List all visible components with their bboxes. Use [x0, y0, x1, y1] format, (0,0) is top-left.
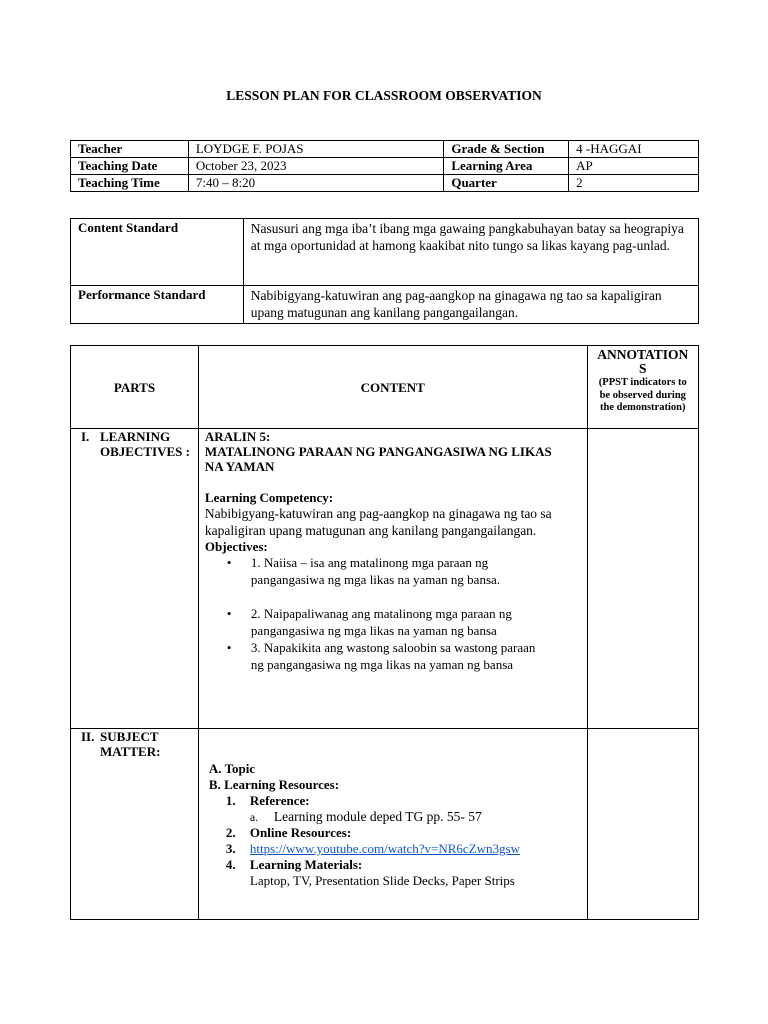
part-1-label: LEARNING OBJECTIVES : [100, 429, 190, 459]
part-1-cell [71, 429, 199, 729]
learning-area-label: Learning Area [444, 158, 569, 175]
grade-section-value: 4 -HAGGAI [569, 141, 699, 158]
table-row [71, 219, 699, 286]
reference-text: Learning module deped TG pp. 55- 57 [273, 809, 482, 824]
item-number: 1. [225, 793, 236, 808]
table-row [71, 429, 699, 729]
parts-header: PARTS [71, 346, 199, 429]
objective-text: 2. Naipapaliwanag ang matalinong mga paraan ng pangangasiwa ng mga likas na yaman ng bansa [250, 606, 512, 638]
objectives-label: Objectives: [204, 539, 268, 554]
standards-table [70, 218, 699, 324]
teaching-date-value: October 23, 2023 [188, 158, 444, 175]
part-1-number: I. [81, 429, 90, 444]
content-standard-label: Content Standard [71, 219, 244, 286]
table-header-row [71, 346, 699, 429]
competency-text: Nabibigyang-katuwiran ang pag-aangkop na ginagawa ng tao sa kapaligiran upang matugunan ang kanilang pangangailangan. [204, 506, 552, 538]
objective-text: 1. Naiisa – isa ang matalinong mga paraan ng pangangasiwa ng mga likas na yaman ng bansa. [250, 555, 501, 587]
part-2-heading [71, 729, 198, 759]
learning-materials-text: Laptop, TV, Presentation Slide Decks, Paper Strips [249, 873, 515, 888]
resources-label: B. Learning Resources: [208, 777, 340, 792]
part-2-label: SUBJECT MATTER: [100, 729, 161, 759]
learning-materials-label: Learning Materials: [249, 857, 363, 872]
quarter-label: Quarter [444, 175, 569, 192]
bullet-icon: • [226, 555, 232, 570]
grade-section-label: Grade & Section [444, 141, 569, 158]
document-title: LESSON PLAN FOR CLASSROOM OBSERVATION [226, 88, 542, 103]
teaching-time-label: Teaching Time [71, 175, 189, 192]
list-item [205, 639, 543, 673]
teacher-label: Teacher [71, 141, 189, 158]
annotations-subtitle: (PPST indicators to be observed during the demonstration) [598, 377, 687, 413]
list-item [205, 873, 581, 889]
sub-item-letter: a. [249, 810, 259, 824]
performance-standard-label: Performance Standard [71, 286, 244, 324]
part-1-content [198, 429, 587, 729]
table-row [71, 141, 699, 158]
resources-list [205, 793, 581, 889]
annotations-title: ANNOTATIONS [597, 347, 689, 376]
item-number: 3. [225, 841, 236, 856]
reference-label: Reference: [249, 793, 310, 808]
list-item [205, 809, 581, 825]
teaching-date-label: Teaching Date [71, 158, 189, 175]
quarter-value: 2 [569, 175, 699, 192]
teacher-value: LOYDGE F. POJAS [188, 141, 444, 158]
list-item [205, 825, 581, 841]
lesson-content-table [70, 345, 699, 920]
table-row [71, 729, 699, 920]
content-header: CONTENT [198, 346, 587, 429]
list-item [205, 605, 543, 639]
lesson-title: MATALINONG PARAAN NG PANGANGASIWA NG LIKAS NA YAMAN [204, 444, 552, 474]
table-row [71, 175, 699, 192]
list-item [205, 857, 581, 873]
annotations-header [587, 346, 698, 429]
table-row [71, 286, 699, 324]
teaching-time-value: 7:40 – 8:20 [188, 175, 444, 192]
performance-standard-value: Nabibigyang-katuwiran ang pag-aangkop na ginagawa ng tao sa kapaligiran upang matugunan ang kanilang pangangailangan. [243, 286, 698, 324]
objective-text: 3. Napakikita ang wastong saloobin sa wastong paraan ng pangangasiwa ng mga likas na yaman ng bansa [250, 640, 536, 672]
part-2-cell [71, 729, 199, 920]
learning-area-value: AP [569, 158, 699, 175]
part-2-annotations [587, 729, 698, 920]
bullet-icon: • [226, 640, 232, 655]
objectives-list [205, 554, 581, 673]
teacher-info-table [70, 140, 699, 192]
item-number: 2. [225, 825, 236, 840]
content-standard-value: Nasusuri ang mga iba’t ibang mga gawaing pangkabuhayan batay sa heograpiya at mga oportunidad at hamong kaakibat nito tungo sa likas kayang pag-unlad. [243, 219, 698, 286]
part-2-number: II. [81, 729, 95, 744]
list-item [205, 554, 543, 588]
list-item [205, 841, 581, 857]
item-number: 4. [225, 857, 236, 872]
youtube-link[interactable]: https://www.youtube.com/watch?v=NR6cZwn3gsw [249, 841, 520, 856]
table-row [71, 158, 699, 175]
list-item [205, 793, 581, 809]
competency-label: Learning Competency: [204, 490, 334, 505]
bullet-icon: • [226, 606, 232, 621]
topic-label: A. Topic [208, 761, 256, 776]
part-1-annotations [587, 429, 698, 729]
part-1-heading [71, 429, 198, 459]
part-2-content [198, 729, 587, 920]
lesson-number: ARALIN 5: [204, 429, 271, 444]
online-resources-label: Online Resources: [249, 825, 352, 840]
